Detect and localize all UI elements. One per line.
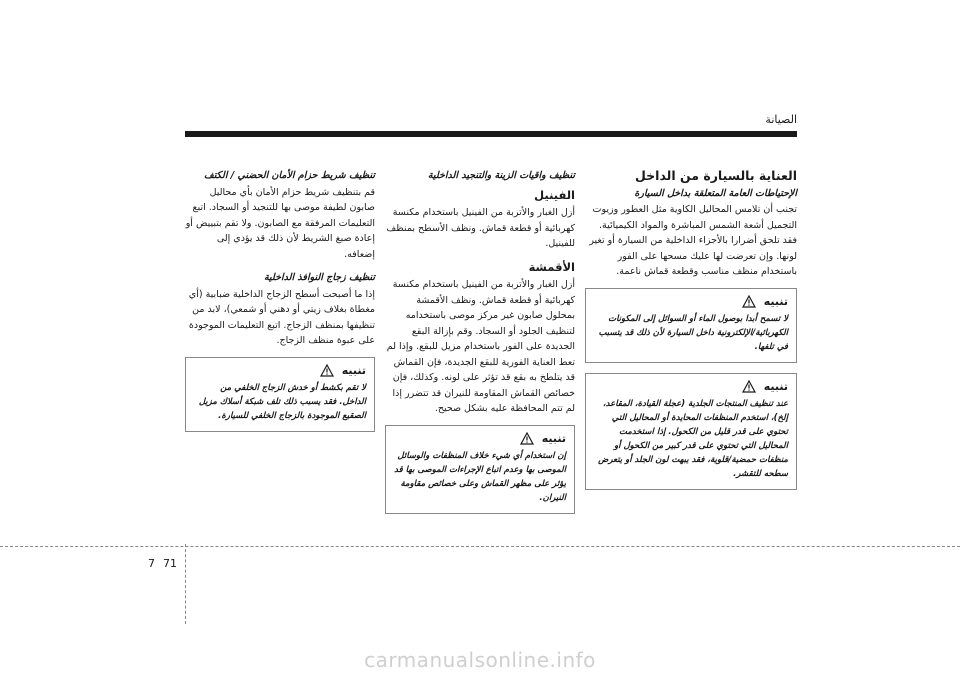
warning-icon — [742, 295, 756, 308]
note-header — [594, 380, 788, 394]
warning-icon — [742, 380, 756, 393]
fabric-heading: الأقمشة — [528, 259, 575, 274]
right-column-subtitle: الإحتياطات العامة المتعلقة بداخل السيارة — [634, 187, 797, 199]
page-number-divider — [185, 544, 186, 624]
belt-text: قم بتنظيف شريط حزام الأمان بأي محاليل صابون لطيفة موصى بها للتنجيد أو السجاد. اتبع التعليمات المرفقة مع الصابون. ولا تقم بتبييض أو إعادة صبغ الشريط لأن ذلك قد يؤدي إلى إضعافه. — [185, 186, 375, 260]
note-box-glass — [185, 357, 375, 432]
note-box-electrical — [585, 288, 797, 363]
middle-column-title: تنظيف واقيات الزينة والتنجيد الداخلية — [427, 170, 575, 181]
note-text: عند تنظيف المنتجات الجلدية (عجلة القيادة، المقاعد، إلخ)، استخدم المنظفات المحايدة أو المحاليل التي تحتوي على قدر قليل من الكحول. إذا استخدمت المحاليل التي تحتوي على قدر كبير من الكحول أو منظفات حمضية/قلوية، فقد يبهت لون الجلد أو يتعرض سطحه للتقشر. — [598, 398, 788, 479]
note-header — [594, 295, 788, 309]
note-header — [394, 432, 566, 446]
middle-column — [385, 168, 575, 524]
note-title: تنبيه — [541, 431, 566, 445]
right-column-paragraph: تجنب أن تلامس المحاليل الكاوية مثل العطور وزيوت التجميل أشعة الشمس المباشرة والمواد الكيميائية. فقد تلحق أضرارا بالأجزاء الداخلية من السيارة أو تغير لونها. وإن تعرضت لها عليك مسحها على الفور باستخدام منظف مناسب وقطعة قماش ناعمة. — [589, 204, 797, 277]
warning-icon — [320, 364, 334, 377]
note-header — [194, 364, 366, 378]
right-column — [585, 168, 797, 500]
note-title: تنبيه — [763, 294, 788, 308]
vinyl-text: أزل الغبار والأتربة من الفينيل باستخدام مكنسة كهربائية أو قطعة قماش. ونظف الأسطح بمنظف للفينيل. — [386, 207, 575, 249]
note-text: لا تسمح أبدا بوصول الماء أو السوائل إلى المكونات الكهربائية/الإلكترونية داخل السيارة لأن ذلك قد يتسبب في تلفها. — [598, 313, 788, 352]
footer-divider — [0, 546, 960, 547]
note-text: لا تقم بكشط أو خدش الزجاج الخلفي من الداخل. فقد يسبب ذلك تلف شبكة أسلاك مزيل الصقيع الموجودة بالزجاج الخلفي للسيارة. — [198, 382, 366, 421]
glass-text: إذا ما أصبحت أسطح الزجاج الداخلية ضبابية (أي مغطاة بغلاف زيتي أو دهني أو شمعي)، لابد من تنظيفها بمنظف الزجاج. اتبع التعليمات الموجودة على عبوة منظف الزجاج. — [188, 288, 375, 346]
note-title: تنبيه — [341, 363, 366, 377]
note-box-leather — [585, 373, 797, 490]
section-title: الصيانة — [765, 113, 797, 126]
fabric-text: أزل الغبار والأتربة من الفينيل باستخدام مكنسة كهربائية أو قطعة قماش. ونظف الأقمشة بمحلول صابون غير مركز موصى باستخدامه لتنظيف الجلود أو السجاد. وقم بإزالة البقع الجديدة على الفور باستخدام مزيل للبقع. وإذا لم تعط العناية الفورية للبقع الجديدة، فإن القماش قد يتلطخ به بقع قد تؤثر على لونه. وكذلك، فإن خصائص القماش المقاومة للنيران قد تتضرر إذا لم تتم المحافظة عليه بشكل صحيح. — [386, 279, 575, 414]
vinyl-heading: الفينيل — [534, 187, 575, 202]
warning-icon — [520, 432, 534, 445]
belt-heading: تنظيف شريط حزام الأمان الحضني / الكتف — [203, 170, 375, 181]
note-box-fabric — [385, 425, 575, 514]
watermark: carmanualsonline.info — [364, 648, 596, 672]
header-rule — [185, 131, 797, 137]
right-column-title: العناية بالسيارة من الداخل — [635, 168, 797, 183]
note-text: إن استخدام أي شيء خلاف المنظفات والوسائل الموصى بها وعدم اتباع الإجراءات الموصى بها قد يؤثر على مظهر القماش وعلى خصائص مقاومة النيران. — [394, 450, 566, 503]
note-title: تنبيه — [763, 379, 788, 393]
chapter-number: 7 — [148, 557, 155, 570]
glass-heading: تنظيف زجاج النوافذ الداخلية — [263, 272, 375, 283]
page-number: 71 — [163, 557, 177, 570]
left-column — [185, 168, 375, 442]
